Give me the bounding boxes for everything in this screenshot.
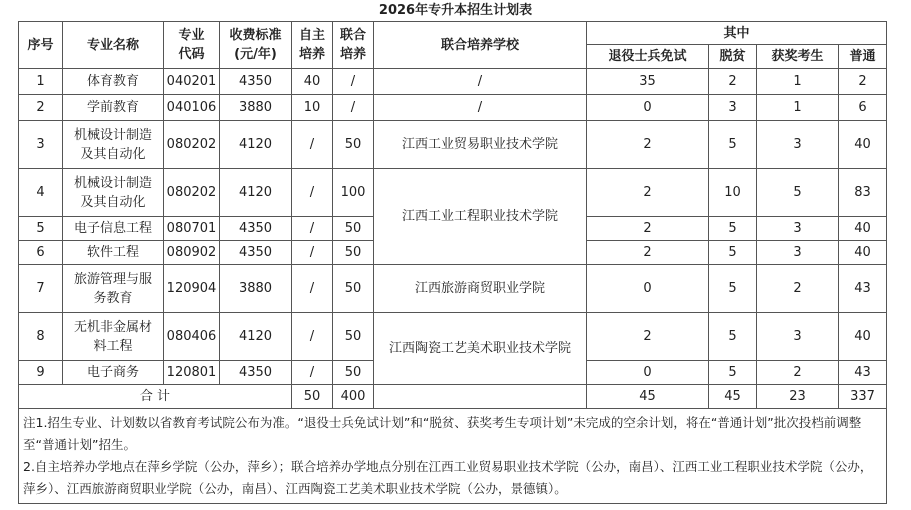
cell-code: 080406 bbox=[164, 313, 220, 361]
cell-major: 旅游管理与服 务教育 bbox=[63, 265, 164, 313]
cell-award: 1 bbox=[757, 95, 839, 121]
table-row bbox=[19, 69, 887, 95]
cell-normal: 43 bbox=[839, 361, 887, 385]
notes-row bbox=[19, 409, 887, 504]
cell-joint: 50 bbox=[333, 361, 374, 385]
cell-normal: 43 bbox=[839, 265, 887, 313]
cell-fee: 3880 bbox=[220, 95, 292, 121]
cell-seq: 1 bbox=[19, 69, 63, 95]
cell-award: 3 bbox=[757, 313, 839, 361]
header-seq: 序号 bbox=[19, 22, 63, 69]
cell-seq: 2 bbox=[19, 95, 63, 121]
note-1: 注1.招生专业、计划数以省教育考试院公布为准。“退役士兵免试计划”和“脱贫、获奖考生专项计划”未完成的空余计划，将在“普通计划”批次投档前调整至“普通计划”招生。 bbox=[23, 415, 862, 452]
cell-veteran: 0 bbox=[587, 265, 709, 313]
cell-seq: 4 bbox=[19, 169, 63, 217]
cell-normal: 83 bbox=[839, 169, 887, 217]
cell-normal: 40 bbox=[839, 313, 887, 361]
cell-school: 江西工业工程职业技术学院 bbox=[374, 169, 587, 265]
cell-school: 江西工业贸易职业技术学院 bbox=[374, 121, 587, 169]
cell-major: 机械设计制造 及其自动化 bbox=[63, 121, 164, 169]
table-row bbox=[19, 313, 887, 361]
cell-school: 江西陶瓷工艺美术职业技术学院 bbox=[374, 313, 587, 385]
cell-joint: 50 bbox=[333, 121, 374, 169]
cell-self: 10 bbox=[292, 95, 333, 121]
cell-major: 电子信息工程 bbox=[63, 217, 164, 241]
cell-seq: 3 bbox=[19, 121, 63, 169]
cell-award: 2 bbox=[757, 361, 839, 385]
cell-joint: / bbox=[333, 69, 374, 95]
cell-code: 040201 bbox=[164, 69, 220, 95]
cell-poverty: 5 bbox=[709, 361, 757, 385]
cell-fee: 4120 bbox=[220, 313, 292, 361]
cell-fee: 3880 bbox=[220, 265, 292, 313]
cell-joint: 50 bbox=[333, 241, 374, 265]
cell-poverty: 10 bbox=[709, 169, 757, 217]
cell-veteran: 2 bbox=[587, 121, 709, 169]
header-poverty: 脱贫 bbox=[709, 45, 757, 69]
cell-normal: 40 bbox=[839, 241, 887, 265]
cell-code: 080701 bbox=[164, 217, 220, 241]
cell-school: 江西旅游商贸职业学院 bbox=[374, 265, 587, 313]
cell-veteran: 35 bbox=[587, 69, 709, 95]
total-school-empty bbox=[374, 385, 587, 409]
cell-veteran: 2 bbox=[587, 313, 709, 361]
cell-normal: 40 bbox=[839, 121, 887, 169]
cell-fee: 4120 bbox=[220, 169, 292, 217]
cell-major: 学前教育 bbox=[63, 95, 164, 121]
cell-self: / bbox=[292, 121, 333, 169]
total-self: 50 bbox=[292, 385, 333, 409]
cell-award: 3 bbox=[757, 121, 839, 169]
cell-code: 080202 bbox=[164, 121, 220, 169]
cell-poverty: 5 bbox=[709, 241, 757, 265]
cell-seq: 7 bbox=[19, 265, 63, 313]
cell-fee: 4350 bbox=[220, 69, 292, 95]
header-code: 专业 代码 bbox=[164, 22, 220, 69]
cell-self: / bbox=[292, 313, 333, 361]
cell-major: 电子商务 bbox=[63, 361, 164, 385]
cell-code: 080202 bbox=[164, 169, 220, 217]
cell-joint: 50 bbox=[333, 313, 374, 361]
cell-normal: 6 bbox=[839, 95, 887, 121]
cell-code: 120904 bbox=[164, 265, 220, 313]
table-title: 2026年专升本招生计划表 bbox=[378, 3, 533, 18]
cell-normal: 2 bbox=[839, 69, 887, 95]
total-award: 23 bbox=[757, 385, 839, 409]
cell-poverty: 3 bbox=[709, 95, 757, 121]
cell-veteran: 2 bbox=[587, 241, 709, 265]
total-poverty: 45 bbox=[709, 385, 757, 409]
cell-fee: 4350 bbox=[220, 217, 292, 241]
cell-code: 080902 bbox=[164, 241, 220, 265]
cell-veteran: 0 bbox=[587, 95, 709, 121]
cell-award: 1 bbox=[757, 69, 839, 95]
cell-joint: / bbox=[333, 95, 374, 121]
cell-fee: 4120 bbox=[220, 121, 292, 169]
cell-award: 3 bbox=[757, 241, 839, 265]
cell-school: / bbox=[374, 95, 587, 121]
notes-cell bbox=[19, 409, 887, 504]
total-normal: 337 bbox=[839, 385, 887, 409]
cell-fee: 4350 bbox=[220, 361, 292, 385]
total-row bbox=[19, 385, 887, 409]
cell-veteran: 2 bbox=[587, 169, 709, 217]
cell-joint: 50 bbox=[333, 217, 374, 241]
cell-joint: 50 bbox=[333, 265, 374, 313]
total-veteran: 45 bbox=[587, 385, 709, 409]
cell-seq: 5 bbox=[19, 217, 63, 241]
header-joint: 联合 培养 bbox=[333, 22, 374, 69]
header-award: 获奖考生 bbox=[757, 45, 839, 69]
cell-veteran: 0 bbox=[587, 361, 709, 385]
header-veteran: 退役士兵免试 bbox=[587, 45, 709, 69]
header-major: 专业名称 bbox=[63, 22, 164, 69]
cell-fee: 4350 bbox=[220, 241, 292, 265]
cell-seq: 6 bbox=[19, 241, 63, 265]
cell-self: / bbox=[292, 241, 333, 265]
header-normal: 普通 bbox=[839, 45, 887, 69]
cell-poverty: 2 bbox=[709, 69, 757, 95]
cell-award: 3 bbox=[757, 217, 839, 241]
cell-school: / bbox=[374, 69, 587, 95]
cell-self: / bbox=[292, 217, 333, 241]
cell-poverty: 5 bbox=[709, 313, 757, 361]
cell-major: 机械设计制造 及其自动化 bbox=[63, 169, 164, 217]
header-fee: 收费标准 (元/年) bbox=[220, 22, 292, 69]
cell-self: 40 bbox=[292, 69, 333, 95]
table-row bbox=[19, 121, 887, 169]
cell-seq: 9 bbox=[19, 361, 63, 385]
cell-major: 无机非金属材 料工程 bbox=[63, 313, 164, 361]
header-row-1 bbox=[19, 22, 887, 45]
cell-normal: 40 bbox=[839, 217, 887, 241]
cell-self: / bbox=[292, 361, 333, 385]
cell-seq: 8 bbox=[19, 313, 63, 361]
cell-self: / bbox=[292, 265, 333, 313]
table-row bbox=[19, 95, 887, 121]
cell-poverty: 5 bbox=[709, 121, 757, 169]
header-self: 自主 培养 bbox=[292, 22, 333, 69]
enrollment-plan-table bbox=[18, 21, 887, 504]
table-row bbox=[19, 169, 887, 217]
cell-code: 040106 bbox=[164, 95, 220, 121]
cell-award: 2 bbox=[757, 265, 839, 313]
note-2: 2.自主培养办学地点在萍乡学院（公办，萍乡）；联合培养办学地点分别在江西工业贸易职业技术学院（公办，南昌）、江西工业工程职业技术学院（公办，萍乡）、江西旅游商贸职业学院（公办，南昌）、江西陶瓷工艺美术职业技术学院（公办，景德镇）。 bbox=[23, 459, 873, 496]
cell-joint: 100 bbox=[333, 169, 374, 217]
cell-poverty: 5 bbox=[709, 265, 757, 313]
cell-veteran: 2 bbox=[587, 217, 709, 241]
header-among: 其中 bbox=[587, 22, 887, 45]
total-joint: 400 bbox=[333, 385, 374, 409]
cell-code: 120801 bbox=[164, 361, 220, 385]
total-label: 合 计 bbox=[19, 385, 292, 409]
cell-award: 5 bbox=[757, 169, 839, 217]
table-row bbox=[19, 265, 887, 313]
header-school: 联合培养学校 bbox=[374, 22, 587, 69]
cell-major: 软件工程 bbox=[63, 241, 164, 265]
cell-major: 体育教育 bbox=[63, 69, 164, 95]
cell-self: / bbox=[292, 169, 333, 217]
cell-poverty: 5 bbox=[709, 217, 757, 241]
